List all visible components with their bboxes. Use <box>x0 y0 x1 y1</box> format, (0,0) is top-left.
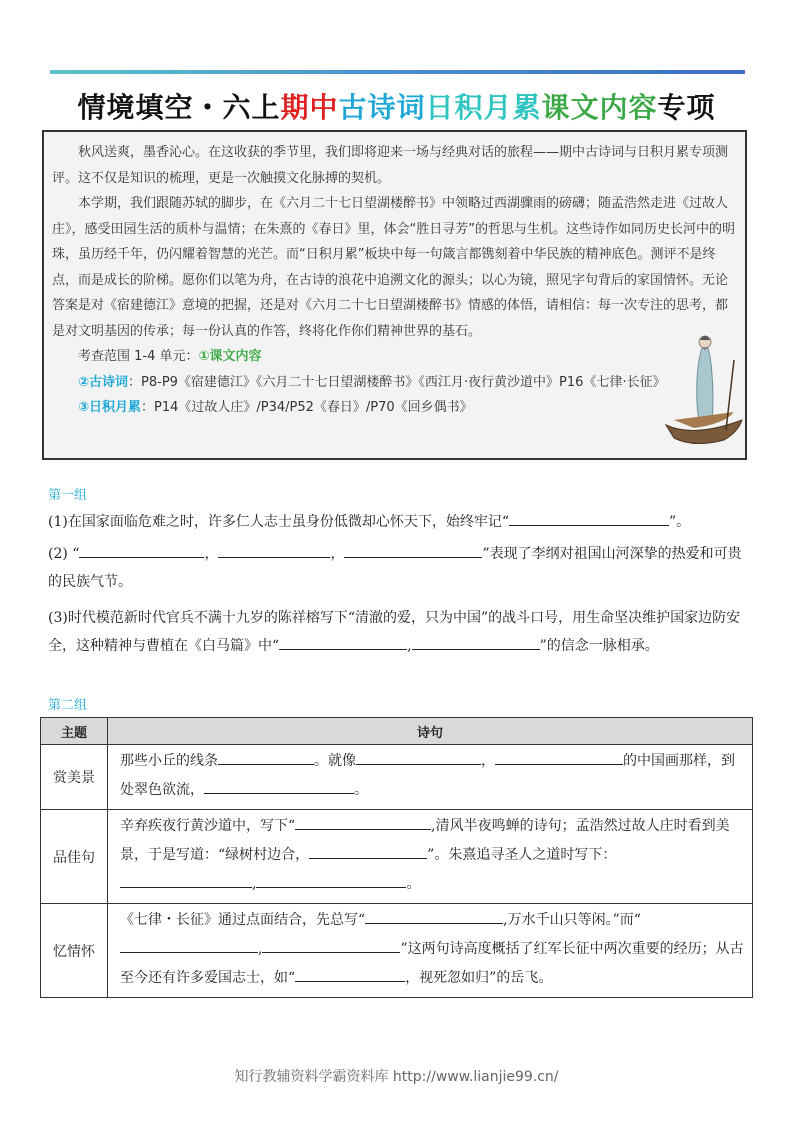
row-text: ,万水千山只等闲。”而“ <box>503 912 641 928</box>
question-2-sep: ， <box>330 546 345 562</box>
answer-blank[interactable] <box>204 777 354 794</box>
answer-blank[interactable] <box>295 813 431 830</box>
question-1-end: ”。 <box>669 514 691 530</box>
question-3-text: (3)时代模范新时代官兵不满十九岁的陈祥榕写下“清澈的爱，只为中国”的战斗口号，用生命坚决维护国家边防安全，这种精神与曹植在《白马篇》中“ <box>48 610 741 654</box>
row-topic: 品佳句 <box>41 810 108 904</box>
row-text: 那些小丘的线条 <box>120 753 218 769</box>
question-2-text: (2) “ <box>48 546 80 562</box>
table-header-row <box>41 718 753 745</box>
question-3-end: ”的信念一脉相承。 <box>539 638 659 654</box>
answer-blank[interactable] <box>262 936 400 953</box>
answer-blank[interactable] <box>412 633 540 650</box>
answer-blank[interactable] <box>295 965 405 982</box>
answer-blank[interactable] <box>356 748 481 765</box>
row-text: , <box>258 941 263 957</box>
title-part-1: 情境填空・六上 <box>77 91 281 124</box>
title-part-2: 期中 <box>280 91 339 124</box>
table-row <box>41 904 753 998</box>
poem-table <box>40 717 753 998</box>
row-content <box>108 810 753 904</box>
intro-paragraph-2: 本学期，我们跟随苏轼的脚步，在《六月二十七日望湖楼醉书》中领略过西湖骤雨的磅礴；随孟浩然走进《过故人庄》，感受田园生活的质朴与温情；在朱熹的《春日》里，体会“胜日寻芳”的哲思与生机。这些诗作如同历史长河中的明珠，虽历经千年，仍闪耀着智慧的光芒。而“日积月累”板块中每一句箴言都镌刻着中华民族的精神底色。测评不是终点，而是成长的阶梯。愿你们以笔为舟，在古诗的浪花中追溯文化的源头；以心为镜，照见字句背后的家国情怀。无论答案是对《宿建德江》意境的把握，还是对《六月二十七日望湖楼醉书》情感的体悟，请相信：每一次专注的思考，都是对文明基因的传承；每一份认真的作答，终将化作你们精神世界的基石。 <box>52 196 735 339</box>
question-1 <box>48 508 748 536</box>
scope-item-2-label: ②古诗词 <box>78 374 129 390</box>
answer-blank[interactable] <box>218 541 330 558</box>
answer-blank[interactable] <box>309 842 427 859</box>
scope-item-1: ①课文内容 <box>198 349 262 364</box>
scope-item-3-label: ③日积月累 <box>78 400 142 415</box>
answer-blank[interactable] <box>279 633 407 650</box>
answer-blank[interactable] <box>218 748 314 765</box>
row-text: 《七律・长征》通过点面结合，先总写“ <box>120 912 366 928</box>
question-2-end: ”表现了李纲对祖国山河深挚的热爱和可贵的民族气节。 <box>48 546 742 590</box>
header-rule <box>50 70 745 74</box>
row-text: ”这两句诗高度概括了红军长征中两次重要的经历；从古至今还有许多爱国志士，如“ <box>120 941 744 986</box>
column-header-poem: 诗句 <box>108 718 753 745</box>
page-title <box>0 86 793 126</box>
intro-box <box>42 130 747 460</box>
answer-blank[interactable] <box>120 936 258 953</box>
row-text: ， <box>481 753 495 769</box>
row-text: 。就像 <box>314 753 356 769</box>
scope-item-2-text: ：P8-P9《宿建德江》《六月二十七日望湖楼醉书》《西江月·夜行黄沙道中》P16《七律·长征》 <box>128 374 666 390</box>
scope-line-1 <box>52 344 737 370</box>
answer-blank[interactable] <box>365 907 503 924</box>
question-2 <box>48 540 748 596</box>
table-row <box>41 810 753 904</box>
question-3 <box>48 604 748 660</box>
scope-item-3-text: ：P14《过故人庄》/P34/P52《春日》/P70《回乡偶书》 <box>141 400 473 415</box>
answer-blank[interactable] <box>79 541 204 558</box>
row-content <box>108 904 753 998</box>
table-row <box>41 745 753 810</box>
answer-blank[interactable] <box>509 509 669 526</box>
scope-line-2 <box>52 370 737 396</box>
row-text: 辛弃疾夜行黄沙道中，写下“ <box>120 818 296 834</box>
row-text: 的中国画那样，到处翠色欲流， <box>120 753 735 798</box>
answer-blank[interactable] <box>344 541 482 558</box>
group-1-heading: 第一组 <box>48 488 88 503</box>
answer-blank[interactable] <box>256 871 406 888</box>
title-part-6: 专项 <box>657 91 716 124</box>
column-header-topic: 主题 <box>41 718 108 745</box>
answer-blank[interactable] <box>120 871 252 888</box>
scholar-on-boat-illustration <box>664 320 744 455</box>
title-part-4: 日积月累 <box>425 91 542 124</box>
answer-blank[interactable] <box>495 748 623 765</box>
row-text: ,清风半夜鸣蝉的诗句；孟浩然过故人庄时看到美景，于是写道：“绿树村边合， <box>120 818 730 863</box>
row-text: 。 <box>354 782 368 798</box>
row-text: ”。朱熹追寻圣人之道时写下： <box>427 847 617 863</box>
row-text: ，视死忽如归”的岳飞。 <box>405 970 553 986</box>
title-part-5: 课文内容 <box>541 91 658 124</box>
title-part-3: 古诗词 <box>338 91 426 124</box>
row-topic: 忆情怀 <box>41 904 108 998</box>
group-2-heading: 第二组 <box>48 698 88 713</box>
row-text: , <box>252 876 257 892</box>
question-2-sep: ， <box>204 546 219 562</box>
scope-line-3 <box>52 395 737 421</box>
row-topic: 赏美景 <box>41 745 108 810</box>
scope-label: 考查范围 1-4 单元： <box>78 349 199 364</box>
row-text: 。 <box>406 876 421 892</box>
footer-watermark: 知行教辅资料学霸资料库 http://www.lianjie99.cn/ <box>234 1069 559 1085</box>
question-1-text: (1)在国家面临危难之时，许多仁人志士虽身份低微却心怀天下，始终牢记“ <box>48 514 509 530</box>
row-content <box>108 745 753 810</box>
question-3-sep: , <box>407 638 412 654</box>
intro-paragraph-1: 秋风送爽，墨香沁心。在这收获的季节里，我们即将迎来一场与经典对话的旅程——期中古诗词与日积月累专项测评。这不仅是知识的梳理，更是一次触摸文化脉搏的契机。 <box>52 145 729 186</box>
